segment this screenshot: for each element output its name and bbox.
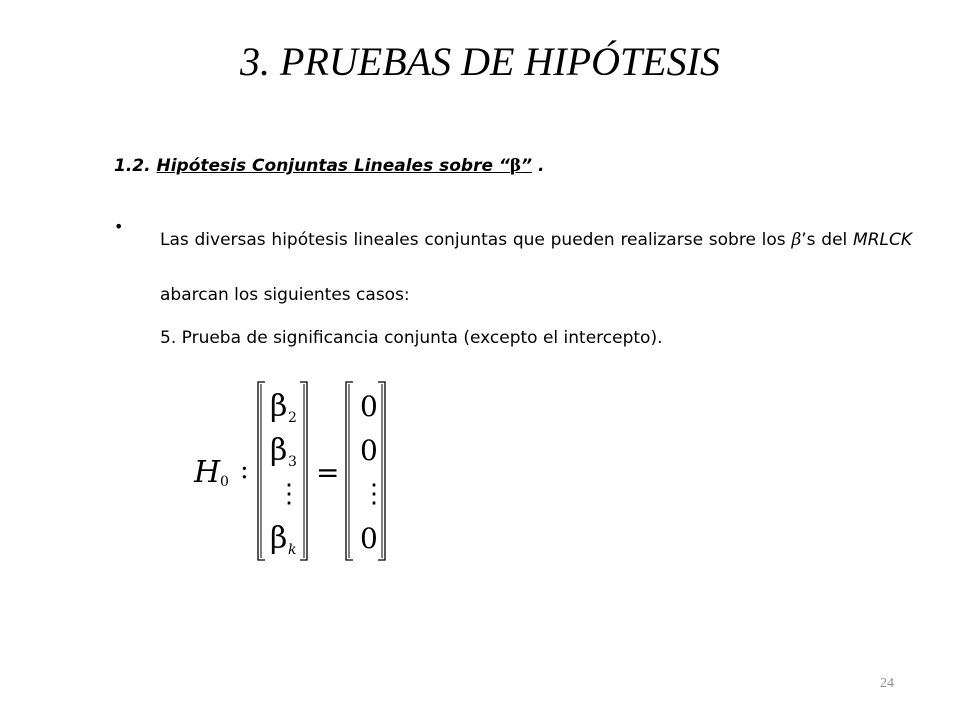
section-subtitle	[114, 156, 545, 176]
hypothesis-subscript: 0	[220, 474, 229, 490]
hypothesis-equation	[190, 378, 410, 564]
section-heading-text: Hipótesis Conjuntas Lineales sobre “	[156, 156, 510, 176]
beta-symbol-inline: β	[791, 230, 802, 250]
section-number: 1.2.	[114, 156, 157, 176]
vertical-ellipsis-right: ⋮	[361, 479, 387, 509]
beta-3-symbol: β	[270, 433, 288, 468]
page-number: 24	[880, 676, 894, 691]
beta-symbol: β	[509, 156, 522, 176]
beta-k-subscript: k	[288, 542, 297, 558]
vertical-ellipsis-left: ⋮	[276, 479, 302, 509]
bullet-text-part2: ’s del	[801, 230, 854, 250]
beta-k-symbol: β	[270, 521, 288, 556]
bullet-paragraph	[160, 213, 912, 323]
zero-entry-1: 0	[360, 390, 378, 423]
case-description: 5. Prueba de significancia conjunta (excepto el intercepto).	[160, 328, 663, 348]
colon: :	[240, 455, 249, 485]
slide-title: 3. PRUEBAS DE HIPÓTESIS	[240, 39, 720, 84]
model-acronym: MRLCK	[853, 230, 912, 250]
bullet-text-part1: Las diversas hipótesis lineales conjuntas que pueden realizarse sobre los	[160, 230, 792, 250]
hypothesis-symbol: H	[194, 455, 221, 490]
section-heading-trailing: .	[532, 156, 545, 176]
bullet-text-part3: abarcan los siguientes casos:	[160, 285, 410, 305]
beta-3-subscript: 3	[288, 454, 297, 470]
zero-entry-k: 0	[360, 522, 378, 555]
section-heading-underlined	[157, 156, 533, 176]
zero-entry-2: 0	[360, 434, 378, 467]
equals-sign: =	[316, 456, 340, 489]
bullet-marker: •	[114, 217, 124, 236]
beta-2-subscript: 2	[288, 410, 297, 426]
beta-2-symbol: β	[270, 389, 288, 424]
section-heading-close-quote: ”	[521, 156, 533, 176]
